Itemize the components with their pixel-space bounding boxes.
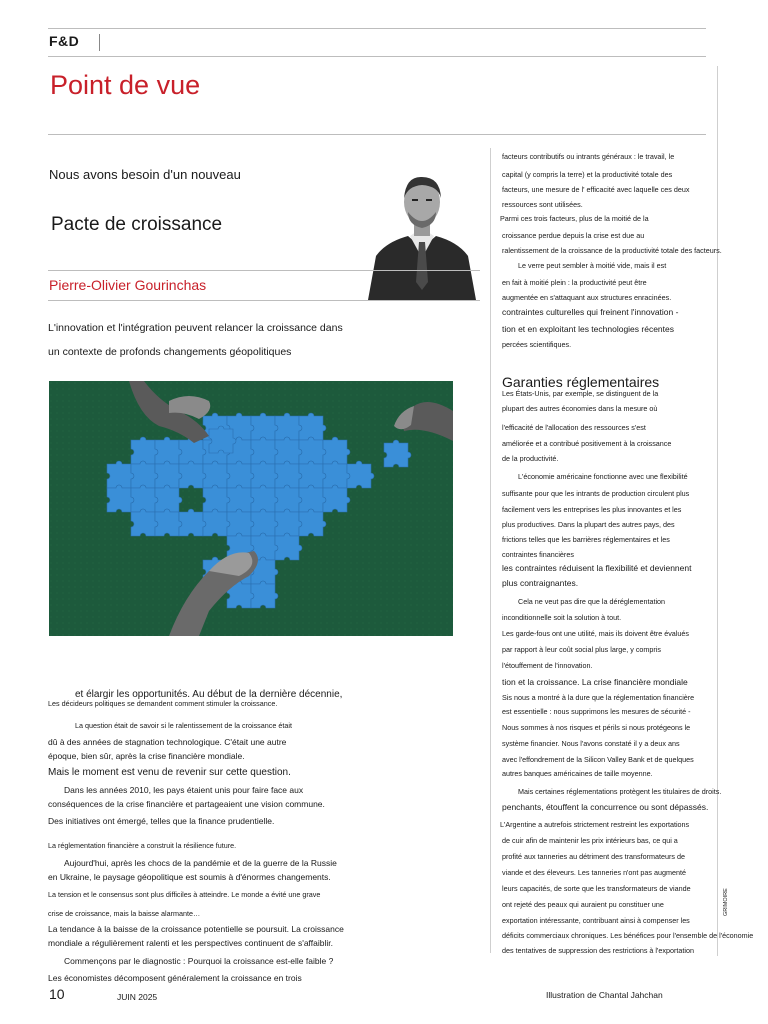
right-body-line: ressources sont utilisées. <box>502 200 583 209</box>
left-body-line: conséquences de la crise financière et partageaient une vision commune. <box>48 799 325 809</box>
right-body-line: par rapport à leur coût social plus large, y compris <box>502 645 661 654</box>
right-body-line: Les garde-fous ont une utilité, mais ils doivent être évalués <box>502 629 689 638</box>
puzzle-piece <box>203 461 230 488</box>
hero-illustration <box>49 381 453 636</box>
puzzle-piece <box>275 437 302 464</box>
puzzle-piece <box>275 461 302 488</box>
right-body-line: contraintes culturelles qui freinent l'innovation - <box>502 307 679 317</box>
right-body-line: Mais certaines réglementations protègent les titulaires de droits. <box>518 787 722 796</box>
left-body-line: et élargir les opportunités. Au début de la dernière décennie, <box>75 689 343 700</box>
title-rule <box>48 134 706 135</box>
puzzle-piece <box>107 461 134 488</box>
puzzle-piece <box>347 461 374 488</box>
right-body-line: tion et en exploitant les technologies récentes <box>502 324 675 334</box>
headline: Pacte de croissance <box>51 214 223 235</box>
deck-line-1: L'innovation et l'intégration peuvent relancer la croissance dans <box>48 322 343 334</box>
right-body-line: des tentatives de suppression des restrictions à l'exportation <box>502 946 694 955</box>
left-body-line: La réglementation financière a construit la résilience future. <box>48 841 237 850</box>
right-body-line: améliorée et a contribué positivement à la croissance <box>502 439 672 448</box>
right-body-line: les contraintes réduisent la flexibilité et deviennent <box>502 563 692 573</box>
right-body-line: croissance perdue depuis la crise est due au <box>502 231 645 240</box>
right-body-line: l'étouffement de l'innovation. <box>502 661 593 670</box>
puzzle-piece <box>179 509 206 536</box>
puzzle-piece <box>275 485 302 512</box>
puzzle-piece <box>155 509 182 536</box>
section-title: Point de vue <box>50 70 201 100</box>
left-body-line: La question était de savoir si le ralentissement de la croissance était <box>75 721 292 730</box>
vertical-tag: GRIMOIRE <box>723 888 729 916</box>
right-body-line: est essentielle : nous supprimons les mesures de sécurité - <box>502 707 691 716</box>
kicker-text: Nous avons besoin d'un nouveau <box>49 167 241 182</box>
right-body-line: augmentée en s'attaquant aux structures enracinées. <box>502 293 672 302</box>
right-body-line: Nous sommes à nos risques et périls si nous protégeons le <box>502 723 691 732</box>
puzzle-piece <box>299 437 326 464</box>
right-body-line: leurs capacités, de sorte que les transformateurs de viande <box>502 884 691 893</box>
left-body-line: Aujourd'hui, après les chocs de la pandémie et de la guerre de la Russie <box>64 858 337 868</box>
puzzle-piece <box>251 437 278 464</box>
puzzle-piece <box>107 485 134 512</box>
right-body-line: plus contraignantes. <box>502 578 579 588</box>
right-body-line: penchants, étouffent la concurrence ou sont dépassés. <box>502 802 709 812</box>
puzzle-piece <box>275 413 302 440</box>
page-number: 10 <box>49 986 65 1002</box>
puzzle-piece <box>251 581 278 608</box>
left-body-line: crise de croissance, mais la baisse alarmante… <box>48 909 201 918</box>
puzzle-piece-held <box>209 426 236 453</box>
puzzle-piece <box>251 509 278 536</box>
right-body-line: facteurs contributifs ou intrants généraux : le travail, le <box>502 152 675 161</box>
author-portrait <box>366 172 478 300</box>
right-body-line: Le verre peut sembler à moitié vide, mais il est <box>518 261 667 270</box>
right-body-line: plus productives. Dans la plupart des autres pays, des <box>502 520 675 529</box>
left-body-line: mondiale a régulièrement ralenti et les perspectives continuent de s'affaiblir. <box>48 938 333 948</box>
puzzle-piece <box>275 509 302 536</box>
puzzle-piece <box>323 485 350 512</box>
deck-line-2: un contexte de profonds changements géopolitiques <box>48 346 292 358</box>
puzzle-piece <box>251 413 278 440</box>
right-body-line: avec l'effondrement de la Silicon Valley Bank et de quelques <box>502 755 694 764</box>
right-body-line: L'économie américaine fonctionne avec une flexibilité <box>518 472 688 481</box>
right-body-line: capital (y compris la terre) et la productivité totale des <box>502 170 673 179</box>
puzzle-piece <box>299 485 326 512</box>
puzzle-piece <box>131 437 158 464</box>
author-rule-bottom <box>48 300 480 301</box>
issue-date: JUIN 2025 <box>117 992 158 1002</box>
puzzle-piece <box>299 509 326 536</box>
left-body-line: Les décideurs politiques se demandent comment stimuler la croissance. <box>48 699 278 708</box>
right-body-line: Les États-Unis, par exemple, se distinguent de la <box>502 389 659 398</box>
right-body-line: de la productivité. <box>502 454 559 463</box>
puzzle-piece <box>323 437 350 464</box>
right-body-line: inconditionnelle soit la solution à tout. <box>502 613 622 622</box>
right-body-line: contraintes financières <box>502 550 574 559</box>
brand-label: F&D <box>49 33 80 49</box>
puzzle-piece <box>227 509 254 536</box>
puzzle-piece <box>131 461 158 488</box>
left-body-line: La tension et le consensus sont plus difficiles à atteindre. Le monde a évité une grave <box>48 890 321 899</box>
puzzle-piece <box>203 509 230 536</box>
puzzle-piece-held <box>384 440 411 467</box>
right-body-line: profité aux tanneries au détriment des transformateurs de <box>502 852 685 861</box>
puzzle-piece <box>323 461 350 488</box>
illustration-credit: Illustration de Chantal Jahchan <box>546 990 663 1000</box>
puzzle-piece <box>203 485 230 512</box>
puzzle-piece <box>179 461 206 488</box>
author-name: Pierre-Olivier Gourinchas <box>49 277 207 293</box>
left-body-line: dû à des années de stagnation technologique. C'était une autre <box>48 737 287 747</box>
right-body-line: frictions telles que les barrières réglementaires et les <box>502 535 670 544</box>
right-body-line: système financier. Nous l'avons constaté il y a deux ans <box>502 739 680 748</box>
left-body-line: en Ukraine, le paysage géopolitique est soumis à d'énormes changements. <box>48 872 331 882</box>
left-body-line: La tendance à la baisse de la croissance potentielle se poursuit. La croissance <box>48 924 344 934</box>
puzzle-piece <box>227 485 254 512</box>
section-heading: Garanties réglementaires <box>502 374 660 390</box>
right-body-line: suffisante pour que les intrants de production circulent plus <box>502 489 690 498</box>
puzzle-piece <box>155 485 182 512</box>
puzzle-piece <box>251 461 278 488</box>
puzzle-piece <box>251 485 278 512</box>
left-body-line: Mais le moment est venu de revenir sur cette question. <box>48 767 291 778</box>
right-body-line: Parmi ces trois facteurs, plus de la moitié de la <box>500 214 649 223</box>
puzzle-piece <box>275 533 302 560</box>
right-margin-line <box>717 66 718 956</box>
puzzle-piece <box>131 485 158 512</box>
header-rule <box>48 56 706 57</box>
left-body-line: Dans les années 2010, les pays étaient unis pour faire face aux <box>64 785 304 795</box>
right-body-line: L'Argentine a autrefois strictement restreint les exportations <box>500 820 690 829</box>
right-body-line: autres banques américaines de taille moyenne. <box>502 769 653 778</box>
right-body-line: plupart des autres économies dans la mesure où <box>502 404 658 413</box>
brand-divider <box>99 34 100 51</box>
right-body-line: Sis nous a montré à la dure que la réglementation financière <box>502 693 695 702</box>
right-body-line: tion et la croissance. La crise financière mondiale <box>502 677 688 687</box>
right-body-line: ralentissement de la croissance de la productivité totale des facteurs. <box>502 246 722 255</box>
right-body-line: déficits commerciaux chroniques. Les bénéfices pour l'ensemble de l'économie <box>502 931 754 940</box>
right-body-line: viande et des éleveurs. Les tanneries n'ont pas augmenté <box>502 868 686 877</box>
left-body-line: Les économistes décomposent généralement la croissance en trois <box>48 973 302 983</box>
puzzle-piece <box>155 437 182 464</box>
right-body-line: percées scientifiques. <box>502 340 572 349</box>
right-body-line: Cela ne veut pas dire que la déréglementation <box>518 597 666 606</box>
left-body-line: époque, bien sûr, après la crise financière mondiale. <box>48 751 245 761</box>
puzzle-piece <box>227 461 254 488</box>
right-body-line: ont rejeté des peaux qui auraient pu constituer une <box>502 900 664 909</box>
top-rule <box>48 28 706 29</box>
puzzle-piece <box>131 509 158 536</box>
puzzle-piece <box>155 461 182 488</box>
right-body-line: facteurs, une mesure de l' efficacité avec laquelle ces deux <box>502 185 690 194</box>
left-body-line: Commençons par le diagnostic : Pourquoi la croissance est-elle faible ? <box>64 956 334 966</box>
author-rule-top <box>48 270 480 271</box>
puzzle-piece <box>299 461 326 488</box>
right-body-line: l'efficacité de l'allocation des ressources s'est <box>502 423 646 432</box>
left-body-line: Des initiatives ont émergé, telles que la finance prudentielle. <box>48 816 275 826</box>
column-divider <box>490 148 491 953</box>
right-body-line: exportation intéressante, contribuant ainsi à compenser les <box>502 916 690 925</box>
right-body-line: facilement vers les entreprises les plus innovantes et les <box>502 505 682 514</box>
right-body-line: en fait à moitié plein : la productivité peut être <box>502 278 647 287</box>
puzzle-piece <box>299 413 326 440</box>
right-body-line: de cuir afin de maintenir les prix intérieurs bas, ce qui a <box>502 836 678 845</box>
